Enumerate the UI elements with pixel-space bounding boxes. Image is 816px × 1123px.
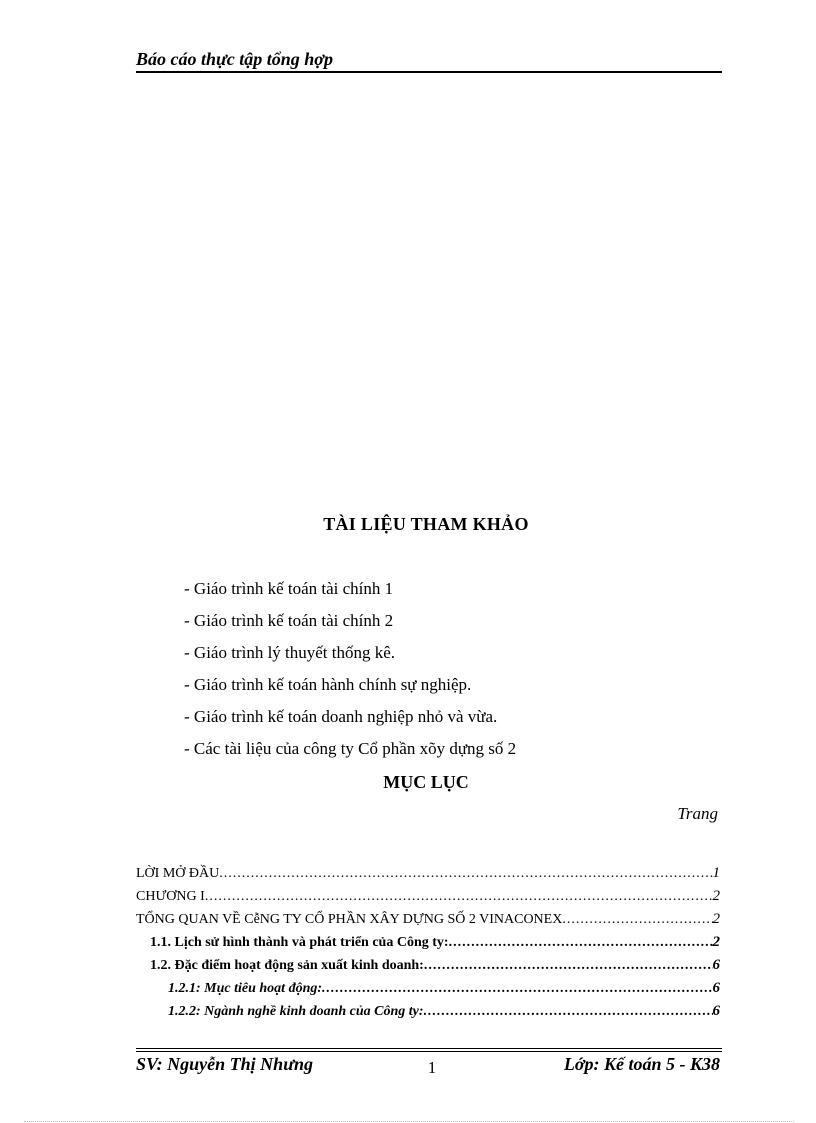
- toc-leader-dots: [449, 934, 713, 952]
- toc-entry-page: 6: [712, 957, 720, 973]
- footer-student-name: SV: Nguyễn Thị Nhưng: [136, 1054, 313, 1074]
- reference-item: - Giáo trình kế toán tài chính 2: [184, 611, 394, 630]
- toc-entry-text: TỔNG QUAN VỀ CễNG TY CỔ PHẦN XÂY DỰNG SỐ 2 VINACONEX: [136, 912, 563, 927]
- toc-leader-dots: [562, 911, 712, 929]
- toc-entry-page: 6: [712, 980, 720, 996]
- toc-entry[interactable]: [136, 887, 720, 910]
- reference-item: - Giáo trình lý thuyết thống kê.: [184, 643, 396, 662]
- reference-item: - Các tài liệu của công ty Cổ phần xõy dựng số 2: [184, 739, 517, 758]
- footer-rule: [136, 1048, 722, 1049]
- header-rule: [136, 71, 722, 73]
- reference-item: - Giáo trình kế toán tài chính 1: [184, 579, 394, 598]
- toc-entry[interactable]: [136, 979, 720, 1002]
- toc-entry-page: 2: [712, 934, 720, 950]
- toc-entry[interactable]: [136, 956, 720, 979]
- references-title: TÀI LIỆU THAM KHẢO: [323, 514, 529, 534]
- toc-entry-page: 6: [712, 1003, 720, 1019]
- toc-leader-dots: [424, 1003, 713, 1021]
- toc-entry-text: CHƯƠNG I: [136, 889, 205, 904]
- toc-entry[interactable]: [136, 1002, 720, 1025]
- header-title: Báo cáo thực tập tổng hợp: [136, 49, 333, 69]
- table-of-contents: [136, 864, 720, 1025]
- toc-entry-page: 2: [712, 888, 720, 904]
- toc-entry-page: 1: [712, 865, 720, 881]
- footer-class: Lớp: Kế toán 5 - K38: [563, 1054, 720, 1074]
- toc-title: MỤC LỤC: [383, 772, 469, 792]
- toc-entry-text: 1.2.1: Mục tiêu hoạt động:: [168, 981, 323, 996]
- toc-entry-text: 1.2. Đặc điểm hoạt động sản xuất kinh doanh:: [150, 958, 424, 973]
- toc-leader-dots: [219, 865, 712, 883]
- reference-item: - Giáo trình kế toán doanh nghiệp nhỏ và vừa.: [184, 707, 498, 726]
- footer-rule: [136, 1051, 722, 1052]
- toc-leader-dots: [322, 980, 712, 998]
- toc-entry[interactable]: [136, 933, 720, 956]
- footer-page-number: 1: [427, 1058, 437, 1077]
- toc-leader-dots: [205, 888, 713, 906]
- references-list: [184, 578, 516, 770]
- page-edge-divider: [24, 1121, 794, 1122]
- toc-entry[interactable]: [136, 910, 720, 933]
- toc-entry[interactable]: [136, 864, 720, 887]
- toc-entry-page: 2: [712, 911, 720, 927]
- toc-leader-dots: [424, 957, 713, 975]
- toc-entry-text: 1.2.2: Ngành nghề kinh doanh của Công ty:: [168, 1004, 424, 1019]
- toc-page-column-label: Trang: [677, 804, 718, 823]
- toc-entry-text: 1.1. Lịch sử hình thành và phát triển của Công ty:: [150, 935, 449, 950]
- toc-entry-text: LỜI MỞ ĐẦU: [136, 866, 220, 881]
- reference-item: - Giáo trình kế toán hành chính sự nghiệp.: [184, 675, 472, 694]
